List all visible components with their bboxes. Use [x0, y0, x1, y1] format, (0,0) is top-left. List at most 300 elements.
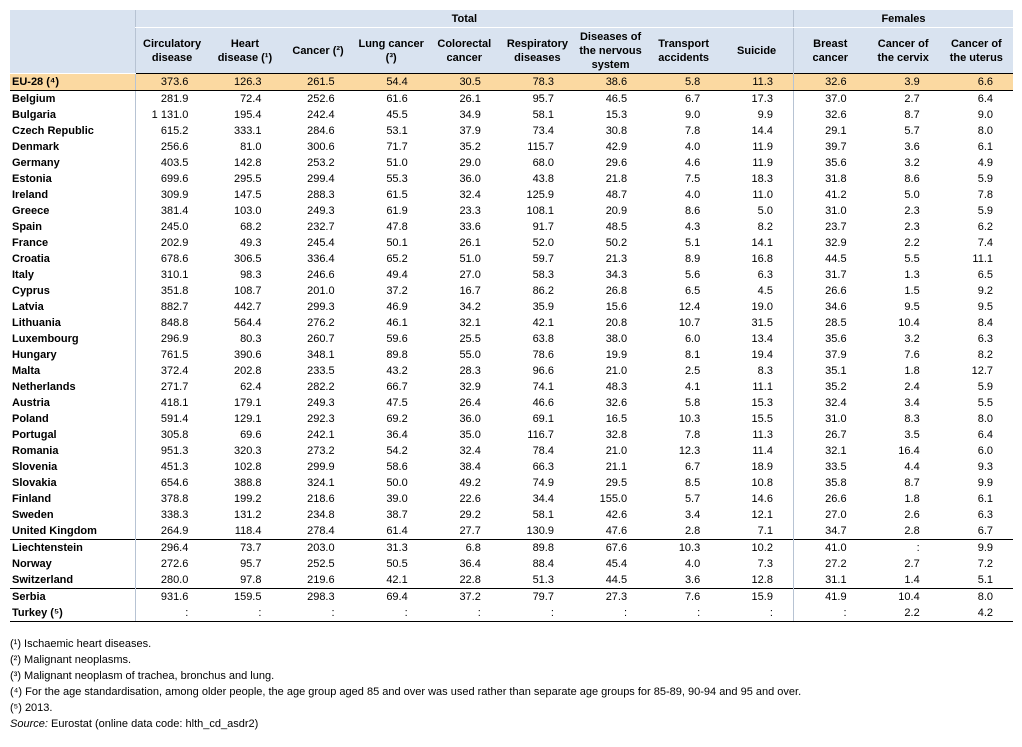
group-header-total: Total	[135, 10, 793, 28]
table-row	[10, 251, 1013, 267]
table-cell: 74.9	[532, 477, 554, 489]
table-cell: 201.0	[307, 285, 335, 297]
table-cell: 442.7	[233, 301, 262, 313]
table-cell: 6.7	[684, 93, 701, 105]
row-label: Sweden	[12, 509, 54, 521]
table-header	[10, 10, 1013, 74]
table-cell: 12.7	[971, 365, 993, 377]
row-label: Cyprus	[12, 285, 50, 297]
table-row	[10, 171, 1013, 187]
table-cell: 249.3	[307, 205, 335, 217]
table-cell: 34.7	[793, 523, 866, 540]
table-cell: 37.2	[428, 589, 501, 606]
table-cell: 264.9	[135, 523, 208, 540]
table-cell: 3.5	[904, 429, 920, 441]
table-cell: 29.0	[459, 157, 481, 169]
table-cell: 4.1	[684, 381, 701, 393]
table-cell: 179.1	[233, 397, 262, 409]
table-cell: 8.2	[757, 221, 773, 233]
row-label: Switzerland	[12, 574, 74, 586]
table-cell: 20.8	[605, 317, 628, 329]
table-cell: 6.4	[977, 429, 993, 441]
column-header: Respiratory diseases	[501, 28, 574, 74]
table-cell: 298.3	[281, 589, 354, 606]
table-cell: 73.4	[532, 125, 554, 137]
table-cell: 42.9	[605, 141, 628, 153]
table-cell: 2.4	[904, 381, 920, 393]
table-cell: 51.0	[386, 157, 408, 169]
table-cell: 2.2	[904, 237, 920, 249]
table-cell: 47.6	[605, 525, 628, 537]
table-row	[10, 459, 1013, 475]
table-cell: 142.8	[233, 157, 262, 169]
table-cell: 95.7	[532, 93, 554, 105]
table-cell: 98.3	[240, 269, 262, 281]
table-cell: 3.4	[684, 509, 701, 521]
table-cell: 68.0	[532, 157, 554, 169]
table-cell: 43.8	[532, 173, 554, 185]
table-cell: 309.9	[135, 187, 208, 203]
table-cell: 591.4	[135, 411, 208, 427]
table-cell: 39.0	[386, 493, 408, 505]
table-cell: :	[867, 540, 940, 557]
table-body	[10, 74, 1013, 622]
table-cell: 418.1	[135, 395, 208, 411]
row-label: Luxembourg	[12, 333, 79, 345]
row-label: Denmark	[12, 141, 60, 153]
table-cell: 32.1	[793, 443, 866, 459]
column-header: Lung cancer (³)	[355, 28, 428, 74]
table-cell: 51.3	[532, 574, 554, 586]
table-cell: 39.7	[793, 139, 866, 155]
column-header: Transport accidents	[647, 28, 720, 74]
table-cell: 232.7	[307, 221, 335, 233]
table-cell: 3.9	[867, 74, 940, 91]
table-cell: 31.8	[793, 171, 866, 187]
table-cell: 27.2	[793, 556, 866, 572]
table-cell: 43.2	[386, 365, 408, 377]
footnote: (⁵) 2013.	[10, 702, 53, 714]
table-cell: 17.3	[751, 93, 773, 105]
table-cell: 34.4	[532, 493, 554, 505]
table-cell: 5.6	[684, 269, 701, 281]
table-cell: 203.0	[281, 540, 354, 557]
table-cell: :	[574, 605, 647, 622]
table-cell: 10.3	[647, 540, 720, 557]
table-cell: 32.4	[459, 189, 481, 201]
table-cell: 2.5	[684, 365, 701, 377]
table-cell: 34.3	[605, 269, 628, 281]
table-cell: 22.8	[459, 574, 481, 586]
table-row	[10, 572, 1013, 589]
table-cell: 28.5	[793, 315, 866, 331]
table-cell: 5.7	[684, 493, 701, 505]
table-cell: 50.2	[605, 237, 628, 249]
table-cell: 245.0	[135, 219, 208, 235]
table-cell: 73.7	[208, 540, 281, 557]
table-cell: 22.6	[459, 493, 481, 505]
group-header-females: Females	[793, 10, 1013, 28]
table-row	[10, 395, 1013, 411]
table-cell: :	[793, 605, 866, 622]
table-cell: 951.3	[135, 443, 208, 459]
table-cell: 388.8	[233, 477, 262, 489]
table-cell: 3.2	[904, 333, 920, 345]
table-cell: 29.6	[605, 157, 628, 169]
table-cell: 6.8	[428, 540, 501, 557]
table-cell: 11.1	[752, 381, 773, 393]
mortality-table-container	[10, 10, 1013, 622]
row-label: Spain	[12, 221, 42, 233]
table-cell: 66.3	[532, 461, 554, 473]
table-cell: 5.5	[977, 397, 993, 409]
column-header: Cancer of the uterus	[940, 28, 1013, 74]
table-cell: 403.5	[135, 155, 208, 171]
table-cell: 80.3	[240, 333, 262, 345]
table-cell: 102.8	[233, 461, 262, 473]
table-cell: 15.6	[605, 301, 628, 313]
table-cell: 276.2	[307, 317, 335, 329]
table-cell: 116.7	[527, 429, 554, 441]
table-cell: 61.6	[386, 93, 408, 105]
table-cell: 654.6	[135, 475, 208, 491]
table-cell: 1.8	[904, 365, 920, 377]
column-header-row	[10, 28, 1013, 74]
table-cell: 4.0	[684, 189, 701, 201]
table-cell: 9.9	[977, 477, 993, 489]
table-cell: 381.4	[135, 203, 208, 219]
row-label: Liechtenstein	[10, 540, 135, 557]
table-cell: 21.1	[605, 461, 628, 473]
table-cell: 35.0	[459, 429, 481, 441]
table-row	[10, 491, 1013, 507]
table-cell: 26.1	[459, 237, 481, 249]
table-cell: 280.0	[135, 572, 208, 589]
table-cell: 49.2	[459, 477, 481, 489]
table-cell: 41.9	[793, 589, 866, 606]
table-cell: 252.5	[307, 558, 335, 570]
table-cell: 69.2	[386, 413, 408, 425]
footnote: (²) Malignant neoplasms.	[10, 654, 132, 666]
table-cell: 35.2	[793, 379, 866, 395]
table-row	[10, 219, 1013, 235]
column-header: Heart disease (¹)	[208, 28, 281, 74]
table-cell: 27.0	[459, 269, 481, 281]
table-cell: 89.8	[386, 349, 408, 361]
table-cell: 58.1	[532, 509, 554, 521]
table-cell: 19.0	[751, 301, 773, 313]
table-cell: 336.4	[307, 253, 335, 265]
table-cell: 8.0	[977, 125, 993, 137]
table-cell: 32.6	[605, 397, 628, 409]
table-cell: 299.9	[307, 461, 335, 473]
footnote: (¹) Ischaemic heart diseases.	[10, 638, 152, 650]
table-cell: 6.7	[977, 525, 993, 537]
table-cell: 50.5	[386, 558, 408, 570]
table-cell: 9.0	[977, 109, 993, 121]
table-cell: 6.5	[684, 285, 701, 297]
table-cell: 21.0	[605, 445, 628, 457]
table-cell: 761.5	[135, 347, 208, 363]
table-cell: 11.9	[752, 157, 773, 169]
table-cell: 931.6	[135, 589, 208, 606]
row-label: Czech Republic	[12, 125, 94, 137]
table-row	[10, 91, 1013, 108]
row-label: Latvia	[12, 301, 44, 313]
table-cell: 32.8	[605, 429, 628, 441]
table-cell: 32.9	[459, 381, 481, 393]
table-cell: 58.1	[532, 109, 554, 121]
table-cell: 79.7	[501, 589, 574, 606]
table-cell: 66.7	[386, 381, 408, 393]
table-row	[10, 187, 1013, 203]
row-label: Romania	[12, 445, 59, 457]
table-cell: 10.2	[720, 540, 793, 557]
table-row	[10, 347, 1013, 363]
table-cell: 130.9	[526, 525, 554, 537]
table-cell: 10.4	[867, 589, 940, 606]
table-cell: 32.6	[793, 107, 866, 123]
column-header: Colorectal cancer	[428, 28, 501, 74]
table-cell: 48.5	[605, 221, 628, 233]
table-cell: 3.2	[904, 157, 920, 169]
mortality-table	[10, 10, 1013, 622]
table-cell: 25.5	[459, 333, 481, 345]
column-header: Diseases of the nervous system	[574, 28, 647, 74]
table-cell: 271.7	[135, 379, 208, 395]
table-row	[10, 155, 1013, 171]
table-row	[10, 299, 1013, 315]
table-cell: 32.6	[793, 74, 866, 91]
row-label: Poland	[12, 413, 49, 425]
row-label: Estonia	[12, 173, 52, 185]
table-cell: 2.3	[904, 221, 920, 233]
table-cell: 45.5	[386, 109, 408, 121]
table-cell: 8.7	[904, 477, 920, 489]
table-cell: 11.3	[720, 74, 793, 91]
table-cell: 18.9	[751, 461, 773, 473]
row-label: Bulgaria	[12, 109, 57, 121]
table-cell: 6.0	[684, 333, 701, 345]
source-line	[10, 716, 801, 732]
table-cell: 305.8	[135, 427, 208, 443]
table-cell: 333.1	[233, 125, 262, 137]
table-cell: 12.4	[678, 301, 701, 313]
table-cell: 31.5	[751, 317, 773, 329]
row-label: Netherlands	[12, 381, 76, 393]
row-label: Lithuania	[12, 317, 61, 329]
table-cell: 49.4	[386, 269, 408, 281]
row-label: Hungary	[12, 349, 57, 361]
table-cell: 147.5	[233, 189, 262, 201]
table-row	[10, 427, 1013, 443]
table-cell: 69.6	[240, 429, 262, 441]
table-row	[10, 589, 1013, 606]
table-cell: 296.4	[135, 540, 208, 557]
table-cell: :	[647, 605, 720, 622]
table-cell: 6.5	[977, 269, 993, 281]
row-label: Ireland	[12, 189, 49, 201]
table-cell: 5.7	[904, 125, 920, 137]
table-cell: 26.6	[793, 283, 866, 299]
table-cell: 8.6	[684, 205, 701, 217]
table-cell: 32.9	[793, 235, 866, 251]
table-cell: 159.5	[208, 589, 281, 606]
table-cell: 338.3	[135, 507, 208, 523]
table-cell: 373.6	[135, 74, 208, 91]
table-row	[10, 107, 1013, 123]
table-cell: 6.0	[977, 445, 993, 457]
table-cell: 65.2	[386, 253, 408, 265]
table-cell: 95.7	[240, 558, 262, 570]
table-cell: 195.4	[233, 109, 262, 121]
table-cell: 7.2	[977, 558, 993, 570]
table-row	[10, 203, 1013, 219]
footnotes	[10, 636, 801, 732]
table-cell: 372.4	[135, 363, 208, 379]
table-cell: 61.9	[386, 205, 408, 217]
row-label: Croatia	[12, 253, 50, 265]
footnote: (³) Malignant neoplasm of trachea, bronchus and lung.	[10, 670, 275, 682]
table-cell: 7.6	[647, 589, 720, 606]
table-cell: :	[135, 605, 208, 622]
row-label: Turkey (⁵)	[10, 605, 135, 622]
table-cell: 96.6	[532, 365, 554, 377]
table-row	[10, 74, 1013, 91]
table-cell: 23.3	[459, 205, 481, 217]
table-row	[10, 139, 1013, 155]
table-cell: 42.6	[605, 509, 628, 521]
row-label: Slovenia	[12, 461, 58, 473]
table-cell: 300.6	[307, 141, 335, 153]
table-cell: 4.3	[684, 221, 701, 233]
row-label: Norway	[12, 558, 52, 570]
table-row	[10, 267, 1013, 283]
table-cell: 69.1	[532, 413, 554, 425]
table-cell: 351.8	[135, 283, 208, 299]
table-cell: 36.0	[459, 173, 481, 185]
table-cell: 21.3	[605, 253, 628, 265]
table-cell: 69.4	[355, 589, 428, 606]
table-cell: 310.1	[135, 267, 208, 283]
table-cell: 58.3	[532, 269, 554, 281]
table-cell: 6.3	[977, 333, 993, 345]
row-label: Portugal	[12, 429, 57, 441]
table-cell: 1 131.0	[135, 107, 208, 123]
table-cell: 4.0	[684, 558, 701, 570]
table-cell: 11.9	[752, 141, 773, 153]
table-cell: 5.9	[977, 381, 993, 393]
table-cell: 4.6	[684, 157, 701, 169]
table-cell: 256.6	[135, 139, 208, 155]
table-cell: 47.5	[386, 397, 408, 409]
table-cell: 74.1	[532, 381, 554, 393]
table-row	[10, 507, 1013, 523]
table-cell: 242.4	[307, 109, 335, 121]
table-cell: 7.8	[684, 125, 701, 137]
table-cell: 11.0	[752, 189, 773, 201]
table-row	[10, 475, 1013, 491]
table-cell: 4.5	[757, 285, 773, 297]
table-cell: 233.5	[307, 365, 335, 377]
table-cell: 4.9	[977, 157, 993, 169]
table-cell: 8.3	[757, 365, 773, 377]
table-cell: 281.9	[135, 91, 208, 108]
table-cell: 14.4	[751, 125, 773, 137]
table-row	[10, 443, 1013, 459]
table-cell: 35.9	[532, 301, 554, 313]
table-cell: 88.4	[532, 558, 554, 570]
table-cell: 306.5	[233, 253, 262, 265]
table-cell: 7.1	[757, 525, 773, 537]
table-cell: 26.6	[793, 491, 866, 507]
table-cell: 36.4	[386, 429, 408, 441]
table-cell: 115.7	[527, 141, 554, 153]
table-cell: 5.0	[904, 189, 920, 201]
table-cell: 5.9	[977, 205, 993, 217]
table-cell: 234.8	[307, 509, 335, 521]
table-cell: 252.6	[307, 93, 335, 105]
table-cell: 6.1	[977, 493, 993, 505]
table-cell: 44.5	[793, 251, 866, 267]
table-cell: 46.5	[605, 93, 628, 105]
table-row	[10, 315, 1013, 331]
table-cell: 15.3	[751, 397, 773, 409]
table-row	[10, 411, 1013, 427]
table-cell: 7.5	[684, 173, 701, 185]
table-cell: 7.6	[904, 349, 920, 361]
table-cell: 58.6	[386, 461, 408, 473]
table-cell: 27.7	[459, 525, 481, 537]
table-cell: 63.8	[532, 333, 554, 345]
table-cell: 61.5	[386, 189, 408, 201]
table-cell: 35.6	[793, 155, 866, 171]
table-cell: 38.0	[605, 333, 628, 345]
table-cell: 27.3	[574, 589, 647, 606]
table-cell: 16.4	[898, 445, 920, 457]
table-cell: 29.1	[793, 123, 866, 139]
table-cell: 34.9	[459, 109, 481, 121]
row-label: United Kingdom	[12, 525, 97, 537]
table-cell: 30.5	[428, 74, 501, 91]
table-cell: 278.4	[307, 525, 335, 537]
table-cell: 29.2	[459, 509, 481, 521]
table-row	[10, 331, 1013, 347]
table-cell: 8.7	[904, 109, 920, 121]
table-cell: 2.7	[904, 93, 920, 105]
table-cell: 2.8	[904, 525, 920, 537]
table-cell: 261.5	[281, 74, 354, 91]
table-cell: 7.4	[977, 237, 993, 249]
table-cell: 3.6	[684, 574, 701, 586]
table-cell: 8.4	[977, 317, 993, 329]
table-cell: 72.4	[240, 93, 262, 105]
table-cell: 37.2	[386, 285, 408, 297]
table-cell: 42.1	[532, 317, 554, 329]
table-cell: 10.8	[751, 477, 773, 489]
table-cell: 202.9	[135, 235, 208, 251]
column-header: Suicide	[720, 28, 793, 74]
table-cell: :	[281, 605, 354, 622]
table-cell: 61.4	[386, 525, 408, 537]
table-cell: 44.5	[605, 574, 628, 586]
table-cell: 10.3	[678, 413, 701, 425]
table-cell: 8.3	[904, 413, 920, 425]
table-cell: 55.3	[386, 173, 408, 185]
table-cell: 12.3	[678, 445, 701, 457]
table-cell: 6.7	[684, 461, 701, 473]
row-label: Germany	[12, 157, 60, 169]
